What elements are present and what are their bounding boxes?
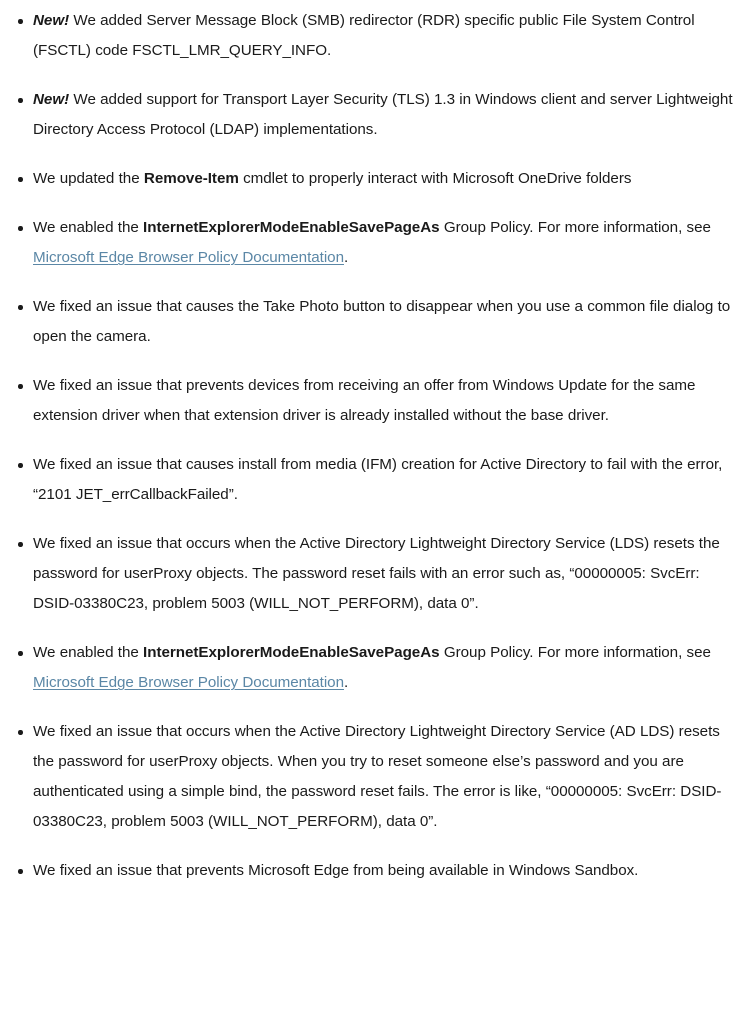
body-text: We fixed an issue that causes install from media (IFM) creation for Active Directory to fail with the error, “2101 JET_errCallbackFailed”. <box>33 456 723 503</box>
list-item <box>0 292 738 352</box>
body-text: . <box>344 674 349 691</box>
body-text: Group Policy. For more information, see <box>439 219 711 236</box>
body-text: cmdlet to properly interact with Microsoft OneDrive folders <box>238 170 632 187</box>
body-text: We enabled the <box>33 219 144 236</box>
documentation-link[interactable]: Microsoft Edge Browser Policy Documentation <box>33 674 344 691</box>
emphasized-term: Remove-Item <box>143 170 239 187</box>
body-text: We added support for Transport Layer Security (TLS) 1.3 in Windows client and server Lightweight Directory Access Protocol (LDAP) implementations. <box>33 91 733 138</box>
body-text: We fixed an issue that prevents Microsoft Edge from being available in Windows Sandbox. <box>33 862 639 879</box>
body-text: . <box>344 249 349 266</box>
list-item <box>0 717 738 837</box>
list-item <box>0 638 738 698</box>
body-text: Group Policy. For more information, see <box>439 644 711 661</box>
body-text: We updated the <box>33 170 144 187</box>
list-item <box>0 85 738 145</box>
list-item <box>0 213 738 273</box>
new-badge: New! <box>33 91 70 108</box>
list-item <box>0 371 738 431</box>
emphasized-term: InternetExplorerModeEnableSavePageAs <box>143 219 440 236</box>
emphasized-term: InternetExplorerModeEnableSavePageAs <box>143 644 440 661</box>
body-text: We added Server Message Block (SMB) redirector (RDR) specific public File System Control (FSCTL) code FSCTL_LMR_QUERY_INFO. <box>33 12 695 59</box>
list-item <box>0 6 738 66</box>
list-item <box>0 450 738 510</box>
body-text: We fixed an issue that occurs when the Active Directory Lightweight Directory Service (AD LDS) resets the password for userProxy objects. When you try to reset someone else’s password and you are authenticated using a simple bind, the password reset fails. The error is like, “00000005: SvcErr: DSID-03380C23, problem 5003 (WILL_NOT_PERFORM), data 0”. <box>33 723 722 830</box>
list-item <box>0 529 738 619</box>
documentation-link[interactable]: Microsoft Edge Browser Policy Documentation <box>33 249 344 266</box>
change-list <box>0 6 738 886</box>
list-item <box>0 164 738 194</box>
body-text: We fixed an issue that causes the Take Photo button to disappear when you use a common file dialog to open the camera. <box>33 298 731 345</box>
list-item <box>0 856 738 886</box>
new-badge: New! <box>33 12 70 29</box>
body-text: We fixed an issue that occurs when the Active Directory Lightweight Directory Service (LDS) resets the password for userProxy objects. The password reset fails with an error such as, “00000005: SvcErr: DSID-03380C23, problem 5003 (WILL_NOT_PERFORM), data 0”. <box>33 535 720 612</box>
body-text: We enabled the <box>33 644 144 661</box>
body-text: We fixed an issue that prevents devices from receiving an offer from Windows Update for the same extension driver when that extension driver is already installed without the base driver. <box>33 377 696 424</box>
